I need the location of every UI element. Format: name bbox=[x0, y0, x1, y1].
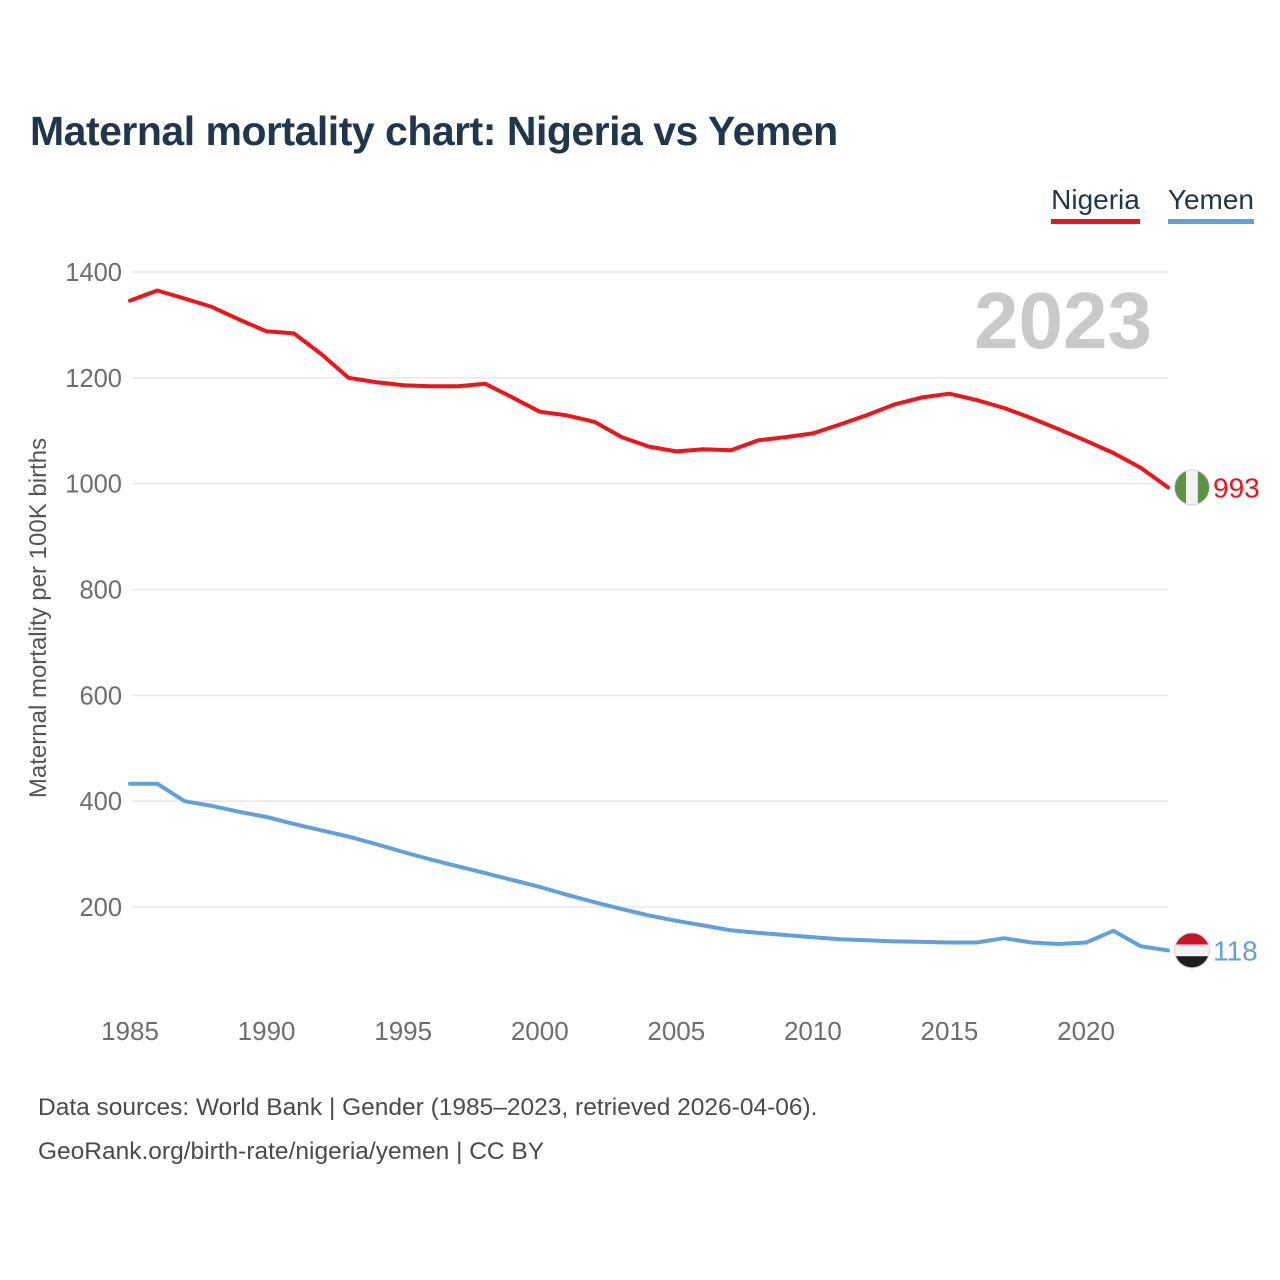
legend bbox=[1051, 184, 1254, 224]
x-tick-label: 2020 bbox=[1057, 1016, 1115, 1046]
legend-label-nigeria: Nigeria bbox=[1051, 184, 1140, 215]
x-tick-label: 1990 bbox=[237, 1016, 296, 1046]
legend-item-yemen[interactable] bbox=[1168, 184, 1254, 224]
y-tick-label: 1200 bbox=[65, 364, 122, 393]
legend-item-nigeria[interactable] bbox=[1051, 184, 1140, 224]
y-axis-title: Maternal mortality per 100K births bbox=[25, 437, 52, 799]
y-tick-label: 800 bbox=[79, 576, 122, 605]
legend-label-yemen: Yemen bbox=[1167, 184, 1254, 215]
x-tick-label: 2010 bbox=[783, 1016, 842, 1046]
footer-sources-line: Data sources: World Bank | Gender (1985–2023, retrieved 2026-04-06). bbox=[38, 1094, 818, 1121]
yemen-line[interactable] bbox=[130, 784, 1168, 951]
y-tick-label: 1000 bbox=[65, 470, 122, 499]
nigeria-end-value-label: 993 bbox=[1213, 472, 1260, 504]
y-tick-label: 400 bbox=[79, 788, 122, 817]
yemen-end-value-label: 118 bbox=[1213, 935, 1258, 967]
x-tick-label: 2000 bbox=[510, 1016, 569, 1046]
x-tick-label: 2005 bbox=[647, 1016, 706, 1046]
footer-attribution bbox=[38, 1086, 817, 1173]
y-tick-label: 1400 bbox=[65, 259, 122, 287]
page-title: Maternal mortality chart: Nigeria vs Yemen bbox=[30, 108, 838, 154]
y-tick-label: 600 bbox=[79, 682, 122, 711]
x-tick-label: 1995 bbox=[374, 1016, 433, 1046]
footer-url-line: GeoRank.org/birth-rate/nigeria/yemen | CC BY bbox=[38, 1137, 545, 1165]
year-watermark: 2023 bbox=[974, 276, 1152, 365]
y-tick-label: 200 bbox=[79, 894, 122, 922]
x-tick-label: 2015 bbox=[920, 1016, 979, 1046]
x-tick-label: 1985 bbox=[101, 1016, 159, 1046]
